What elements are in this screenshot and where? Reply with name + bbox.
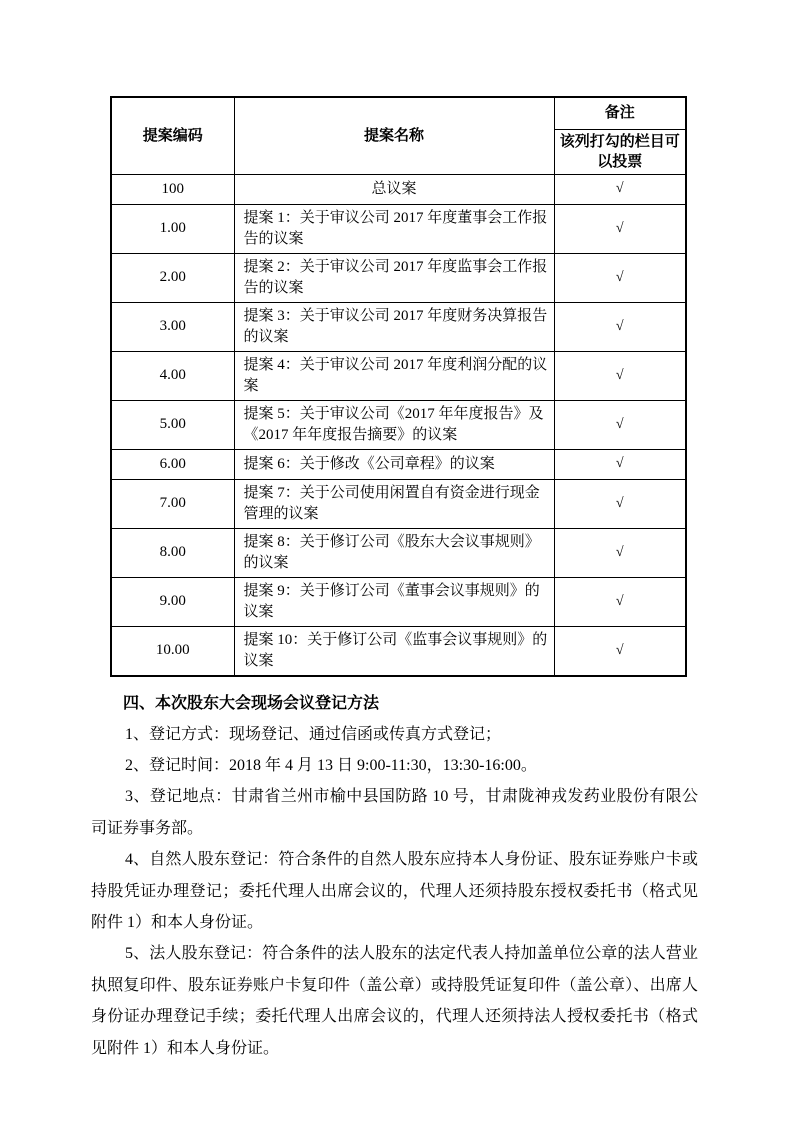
- proposal-code-cell: 5.00: [111, 400, 234, 449]
- table-row: [111, 351, 686, 400]
- table-row: [111, 253, 686, 302]
- proposal-code-cell: 3.00: [111, 302, 234, 351]
- proposal-name-cell: 提案 3：关于审议公司 2017 年度财务决算报告的议案: [234, 302, 554, 351]
- proposal-name-cell: 提案 5：关于审议公司《2017 年年度报告》及《2017 年年度报告摘要》的议案: [234, 400, 554, 449]
- vote-checkmark-icon: √: [554, 174, 686, 204]
- vote-checkmark-icon: √: [554, 204, 686, 253]
- section-heading: 四、本次股东大会现场会议登记方法: [123, 694, 380, 712]
- table-row: [111, 174, 686, 204]
- registration-paragraph: 5、法人股东登记：符合条件的法人股东的法定代表人持加盖单位公章的法人营业执照复印件、股东证券账户卡复印件（盖公章）或持股凭证复印件（盖公章）、出席人身份证办理登记手续；委托代理人出席会议的，代理人还须持法人授权委托书（格式见附件 1）和本人身份证。: [91, 945, 698, 1057]
- registration-paragraphs: [91, 719, 698, 1064]
- proposal-name-cell: 提案 1：关于审议公司 2017 年度董事会工作报告的议案: [234, 204, 554, 253]
- table-row: [111, 577, 686, 626]
- table-row: [111, 400, 686, 449]
- vote-checkmark-icon: √: [554, 400, 686, 449]
- vote-checkmark-icon: √: [554, 253, 686, 302]
- proposal-name-cell: 提案 8：关于修订公司《股东大会议事规则》的议案: [234, 528, 554, 577]
- vote-checkmark-icon: √: [554, 479, 686, 528]
- proposal-name-cell: 提案 6：关于修改《公司章程》的议案: [234, 449, 554, 479]
- proposal-code-cell: 10.00: [111, 626, 234, 676]
- proposal-code-cell: 100: [111, 174, 234, 204]
- proposal-table-body: [111, 174, 686, 676]
- vote-checkmark-icon: √: [554, 351, 686, 400]
- proposal-name-cell: 提案 9：关于修订公司《董事会议事规则》的议案: [234, 577, 554, 626]
- vote-checkmark-icon: √: [554, 302, 686, 351]
- registration-paragraph: 2、登记时间：2018 年 4 月 13 日 9:00-11:30，13:30-16:00。: [125, 756, 537, 774]
- header-remark: 备注: [554, 97, 686, 129]
- proposal-name-cell: 总议案: [234, 174, 554, 204]
- header-proposal-code: 提案编码: [111, 97, 234, 174]
- proposal-table: [110, 96, 687, 677]
- registration-paragraph: 3、登记地点：甘肃省兰州市榆中县国防路 10 号，甘肃陇神戎发药业股份有限公司证券事务部。: [91, 788, 698, 837]
- table-row: [111, 479, 686, 528]
- proposal-code-cell: 8.00: [111, 528, 234, 577]
- header-proposal-name: 提案名称: [234, 97, 554, 174]
- vote-checkmark-icon: √: [554, 626, 686, 676]
- proposal-name-cell: 提案 7：关于公司使用闲置自有资金进行现金管理的议案: [234, 479, 554, 528]
- header-remark-subtitle: 该列打勾的栏目可以投票: [554, 129, 686, 174]
- proposal-code-cell: 7.00: [111, 479, 234, 528]
- table-row: [111, 302, 686, 351]
- proposal-name-cell: 提案 4：关于审议公司 2017 年度利润分配的议案: [234, 351, 554, 400]
- proposal-code-cell: 6.00: [111, 449, 234, 479]
- vote-checkmark-icon: √: [554, 577, 686, 626]
- table-row: [111, 528, 686, 577]
- vote-checkmark-icon: √: [554, 528, 686, 577]
- proposal-name-cell: 提案 10：关于修订公司《监事会议事规则》的议案: [234, 626, 554, 676]
- vote-checkmark-icon: √: [554, 449, 686, 479]
- proposal-code-cell: 1.00: [111, 204, 234, 253]
- table-row: [111, 204, 686, 253]
- proposal-code-cell: 9.00: [111, 577, 234, 626]
- registration-paragraph: 4、自然人股东登记：符合条件的自然人股东应持本人身份证、股东证券账户卡或持股凭证办理登记；委托代理人出席会议的，代理人还须持股东授权委托书（格式见附件 1）和本人身份证。: [91, 851, 698, 931]
- proposal-code-cell: 4.00: [111, 351, 234, 400]
- proposal-table-header: [111, 97, 686, 174]
- proposal-code-cell: 2.00: [111, 253, 234, 302]
- table-row: [111, 626, 686, 676]
- proposal-name-cell: 提案 2：关于审议公司 2017 年度监事会工作报告的议案: [234, 253, 554, 302]
- table-row: [111, 449, 686, 479]
- registration-paragraph: 1、登记方式：现场登记、通过信函或传真方式登记；: [125, 725, 502, 743]
